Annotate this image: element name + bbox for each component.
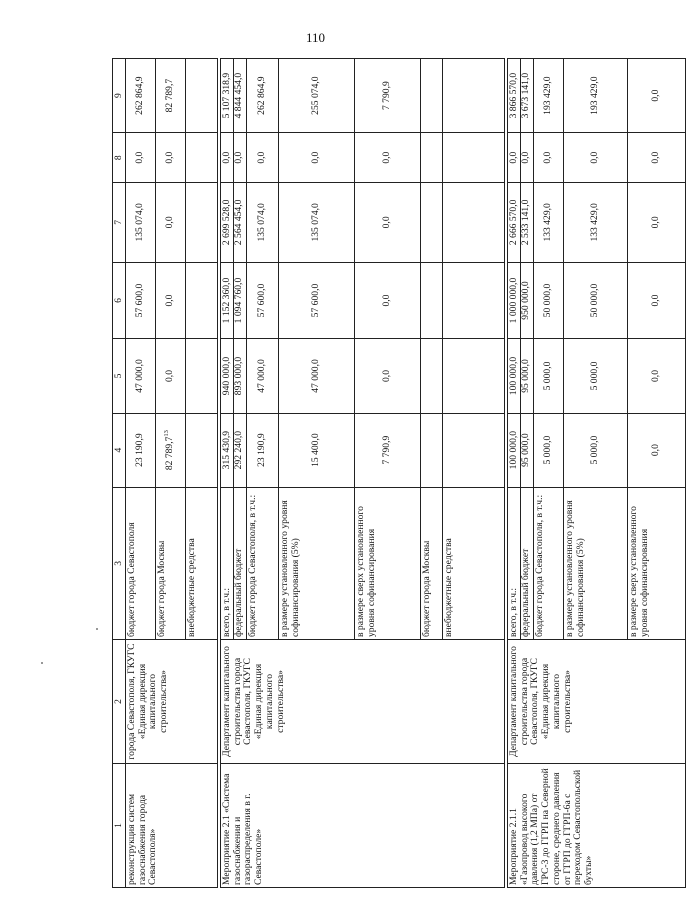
value-cell: [508, 133, 534, 183]
value-cell: [508, 262, 534, 339]
funding-source-cell: бюджет города Москвы: [421, 487, 443, 639]
measure-name-cell: реконструкция систем газоснабжения города Севастополя»: [126, 764, 218, 888]
value-cell: [421, 183, 443, 263]
funding-source-cell: внебюджетные средства: [443, 487, 505, 639]
table-row: [221, 59, 247, 888]
value-cell: [508, 413, 534, 487]
value-cell: 57 600,0: [279, 262, 355, 339]
table-row: [508, 59, 534, 888]
value-cell: [186, 183, 218, 263]
value-cell: 57 600,0: [247, 262, 279, 339]
value-cell: [421, 339, 443, 413]
header-cell: 6: [113, 262, 126, 339]
federal-value: 0,0: [520, 133, 532, 182]
value-cell: 23 190,9: [247, 413, 279, 487]
value-cell: [443, 133, 505, 183]
federal-value: 893 000,0: [233, 339, 245, 412]
total-value: 100 000,0: [508, 430, 519, 470]
value-cell: 50 000,0: [534, 262, 564, 339]
value-cell: [421, 413, 443, 487]
scan-speck: [96, 628, 98, 630]
value-cell: 135 074,0: [279, 183, 355, 263]
value-cell: 0,0: [156, 339, 186, 413]
value-cell: 0,0: [279, 133, 355, 183]
page-number: 110: [305, 30, 326, 45]
funding-source-cell: [221, 487, 247, 639]
value-cell: 0,0: [355, 339, 421, 413]
value-cell: [421, 59, 443, 133]
federal-value: 95 000,0: [520, 414, 532, 487]
federal-value: 0,0: [233, 133, 245, 182]
value-cell: 0,0: [628, 133, 686, 183]
value-cell: [221, 413, 247, 487]
scan-speck: [41, 662, 43, 664]
value-cell: 262 864,9: [126, 59, 156, 133]
value-cell: 5 000,0: [534, 413, 564, 487]
value-cell: [443, 413, 505, 487]
header-cell: 7: [113, 183, 126, 263]
federal-label: федеральный бюджет: [233, 488, 245, 639]
financing-table: [112, 58, 686, 888]
value-cell: 0,0: [534, 133, 564, 183]
measure-name-cell: Мероприятие 2.1 «Система газоснабжения и газораспределения в г. Севастополе»: [221, 764, 505, 888]
value-cell: [421, 133, 443, 183]
total-value: 940 000,0: [221, 356, 232, 396]
value-cell: [156, 413, 186, 487]
funding-source-cell: бюджет города Москвы: [156, 487, 186, 639]
total-value: 3 866 570,0: [508, 72, 519, 119]
total-value: 0,0: [508, 151, 519, 164]
value-cell: 135 074,0: [126, 183, 156, 263]
value-cell: [186, 339, 218, 413]
value-cell: 133 429,0: [534, 183, 564, 263]
total-label: всего, в т.ч.:: [508, 587, 519, 637]
executor-cell: Департамент капитального строительства города Севастополя, ГКУГС «Единая дирекция капитального строительства»: [221, 640, 505, 764]
value-cell: 193 429,0: [534, 59, 564, 133]
value-cell: 47 000,0: [247, 339, 279, 413]
funding-source-cell: бюджет города Севастополя, в т.ч.:: [534, 487, 564, 639]
measure-name-cell: Мероприятие 2.1.1 «Газопровод высокого давления (1,2 МПа) от ГРС-3 до ГГРП на Северной стороне, среднего давления от ГГРП до ГГРП-6а с переходом Севастопольской бухты»: [508, 764, 686, 888]
federal-value: 292 240,0: [233, 414, 245, 487]
funding-source-cell: в размере сверх установленного уровня софинансирования: [628, 487, 686, 639]
total-value: 2 699 528,0: [221, 199, 232, 246]
value-cell: 262 864,9: [247, 59, 279, 133]
funding-source-cell: бюджет города Севастополя, в т.ч.:: [247, 487, 279, 639]
federal-value: 2 564 454,0: [233, 183, 245, 262]
federal-value: 95 000,0: [520, 339, 532, 412]
header-cell: 3: [113, 487, 126, 639]
total-value: 0,0: [221, 151, 232, 164]
value-cell: 135 074,0: [247, 183, 279, 263]
value-cell: [221, 339, 247, 413]
header-row: [113, 59, 126, 888]
value-cell: 0,0: [126, 133, 156, 183]
value-cell: [186, 133, 218, 183]
federal-value: 4 844 454,0: [233, 59, 245, 132]
value-cell: 0,0: [628, 339, 686, 413]
funding-source-cell: в размере установленного уровня софинансирования (5%): [279, 487, 355, 639]
value-cell: 23 190,9: [126, 413, 156, 487]
header-cell: 8: [113, 133, 126, 183]
value-cell: 0,0: [628, 59, 686, 133]
value-cell: [443, 339, 505, 413]
funding-source-cell: в размере сверх установленного уровня софинансирования: [355, 487, 421, 639]
value-cell: 7 790,9: [355, 59, 421, 133]
value-cell: 0,0: [628, 262, 686, 339]
value-cell: 50 000,0: [564, 262, 628, 339]
executor-cell: Департамент капитального строительства города Севастополя, ГКУГС «Единая дирекция капитального строительства»: [508, 640, 686, 764]
value-cell: 15 400,0: [279, 413, 355, 487]
value-cell: 5 000,0: [564, 339, 628, 413]
table-row: [126, 59, 156, 888]
funding-source-cell: бюджет города Севастополя: [126, 487, 156, 639]
value-cell: [221, 59, 247, 133]
value-cell: [186, 59, 218, 133]
value-cell: [508, 59, 534, 133]
value-cell: [221, 262, 247, 339]
value-cell: 5 000,0: [564, 413, 628, 487]
total-value: 315 430,9: [221, 430, 232, 470]
value-cell: 0,0: [564, 133, 628, 183]
value-cell: 57 600,0: [126, 262, 156, 339]
footnote-mark: 13: [162, 430, 170, 437]
value-cell: [186, 413, 218, 487]
total-value: 1 152 360,0: [221, 277, 232, 324]
total-label: всего, в т.ч.:: [221, 587, 232, 637]
value-cell: [186, 262, 218, 339]
value-cell: 47 000,0: [279, 339, 355, 413]
value-cell: 5 000,0: [534, 339, 564, 413]
header-cell: 5: [113, 339, 126, 413]
total-value: 5 107 318,9: [221, 72, 232, 119]
value-cell: 0,0: [247, 133, 279, 183]
value-cell: 7 790,9: [355, 413, 421, 487]
value-cell: 0,0: [156, 133, 186, 183]
funding-source-cell: в размере установленного уровня софинансирования (5%): [564, 487, 628, 639]
federal-label: федеральный бюджет: [520, 488, 532, 639]
header-cell: 9: [113, 59, 126, 133]
value-cell: 0,0: [628, 413, 686, 487]
rotated-table-wrapper: [112, 58, 662, 888]
value-cell: 0,0: [355, 133, 421, 183]
value-cell: 133 429,0: [564, 183, 628, 263]
federal-value: 950 000,0: [520, 263, 532, 339]
header-cell: 4: [113, 413, 126, 487]
total-value: 1 000 000,0: [508, 277, 519, 324]
value-text: 82 789,7: [164, 436, 176, 471]
value-cell: 0,0: [628, 183, 686, 263]
value-cell: 255 074,0: [279, 59, 355, 133]
value-cell: 0,0: [355, 183, 421, 263]
value-cell: [443, 59, 505, 133]
value-cell: [443, 262, 505, 339]
total-value: 2 666 570,0: [508, 199, 519, 246]
value-cell: 0,0: [355, 262, 421, 339]
value-cell: 82 789,7: [156, 59, 186, 133]
funding-source-cell: [508, 487, 534, 639]
value-cell: [443, 183, 505, 263]
value-cell: 47 000,0: [126, 339, 156, 413]
value-cell: [221, 133, 247, 183]
value-cell: [421, 262, 443, 339]
header-cell: 2: [113, 640, 126, 764]
header-cell: 1: [113, 764, 126, 888]
federal-value: 2 533 141,0: [520, 183, 532, 262]
value-cell: [221, 183, 247, 263]
value-cell: 193 429,0: [564, 59, 628, 133]
value-cell: 0,0: [156, 262, 186, 339]
funding-source-cell: внебюджетные средства: [186, 487, 218, 639]
value-cell: [508, 339, 534, 413]
value-cell: 0,0: [156, 183, 186, 263]
value-cell: [508, 183, 534, 263]
executor-cell: города Севастополя, ГКУГС «Единая дирекция капитального строительства»: [126, 640, 218, 764]
federal-value: 1 094 760,0: [233, 263, 245, 339]
total-value: 100 000,0: [508, 356, 519, 396]
federal-value: 3 673 141,0: [520, 59, 532, 132]
